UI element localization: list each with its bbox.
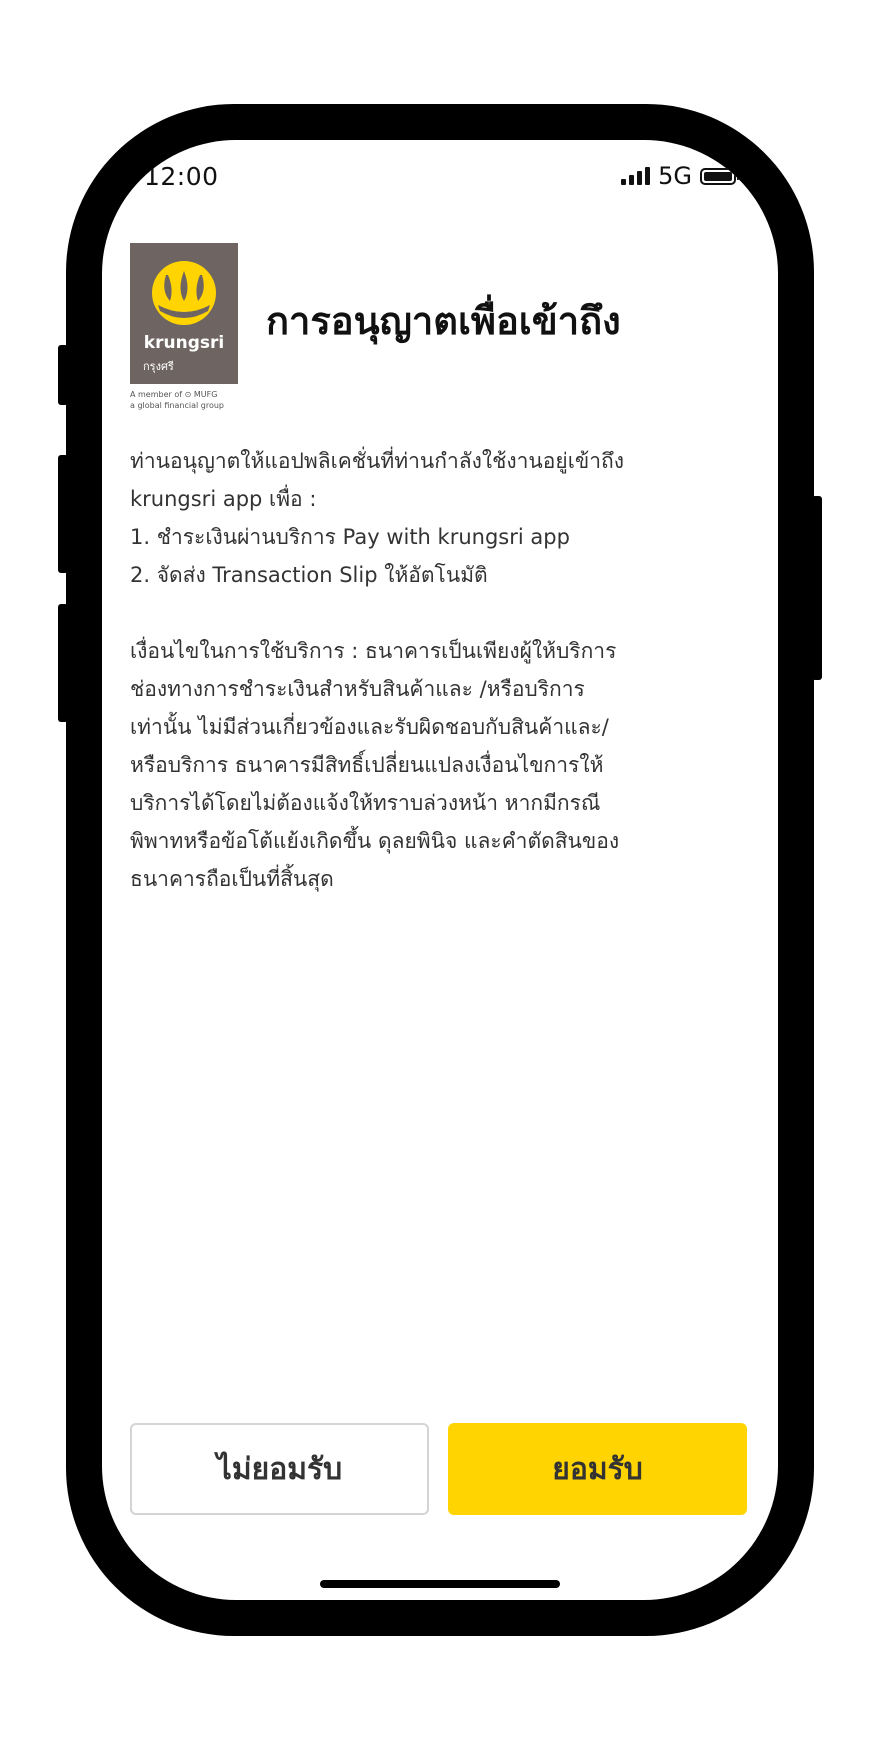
terms-line: พิพาทหรือข้อโต้แย้งเกิดขึ้น ดุลยพินิจ และคำตัดสินของ [130, 829, 620, 853]
page-title: การอนุญาตเพื่อเข้าถึง [266, 299, 621, 343]
logo-tagline-line2: a global financial group [130, 401, 224, 410]
terms-line: เท่านั้น ไม่มีส่วนเกี่ยวข้องและรับผิดชอบกับสินค้าและ/ [130, 715, 609, 739]
signal-bars-icon [621, 167, 650, 185]
logo-wordmark-thai: กรุงศรี [143, 360, 174, 373]
accept-button[interactable]: ยอมรับ [448, 1423, 747, 1515]
krungsri-logo [130, 243, 238, 384]
battery-full-icon [700, 168, 736, 185]
intro-text [130, 442, 710, 594]
intro-line: 1. ชำระเงินผ่านบริการ Pay with krungsri app [130, 525, 570, 549]
intro-line: krungsri app เพื่อ : [130, 487, 317, 511]
terms-line: ธนาคารถือเป็นที่สิ้นสุด [130, 867, 334, 891]
status-time: 12:00 [144, 162, 219, 191]
home-indicator[interactable] [320, 1580, 560, 1588]
terms-line: หรือบริการ ธนาคารมีสิทธิ์เปลี่ยนแปลงเงื่อนไขการให้ [130, 753, 604, 777]
phone-frame [66, 104, 814, 1636]
terms-line: เงื่อนไขในการใช้บริการ : ธนาคารเป็นเพียงผู้ให้บริการ [130, 639, 617, 663]
logo-tagline [130, 389, 260, 411]
krungsri-emblem-icon [130, 243, 238, 333]
status-indicators [621, 162, 736, 190]
terms-line: บริการได้โดยไม่ต้องแจ้งให้ทราบล่วงหน้า หากมีกรณี [130, 791, 601, 815]
terms-line: ช่องทางการชำระเงินสำหรับสินค้าและ /หรือบริการ [130, 677, 585, 701]
network-type: 5G [658, 162, 692, 190]
intro-line: 2. จัดส่ง Transaction Slip ให้อัตโนมัติ [130, 563, 488, 587]
terms-text [130, 632, 710, 898]
decline-button[interactable]: ไม่ยอมรับ [130, 1423, 429, 1515]
logo-wordmark: krungsri [143, 333, 225, 353]
phone-screen [102, 140, 778, 1600]
logo-tagline-line1: A member of ⊙ MUFG [130, 390, 218, 399]
intro-line: ท่านอนุญาตให้แอปพลิเคชั่นที่ท่านกำลังใช้งานอยู่เข้าถึง [130, 449, 624, 473]
